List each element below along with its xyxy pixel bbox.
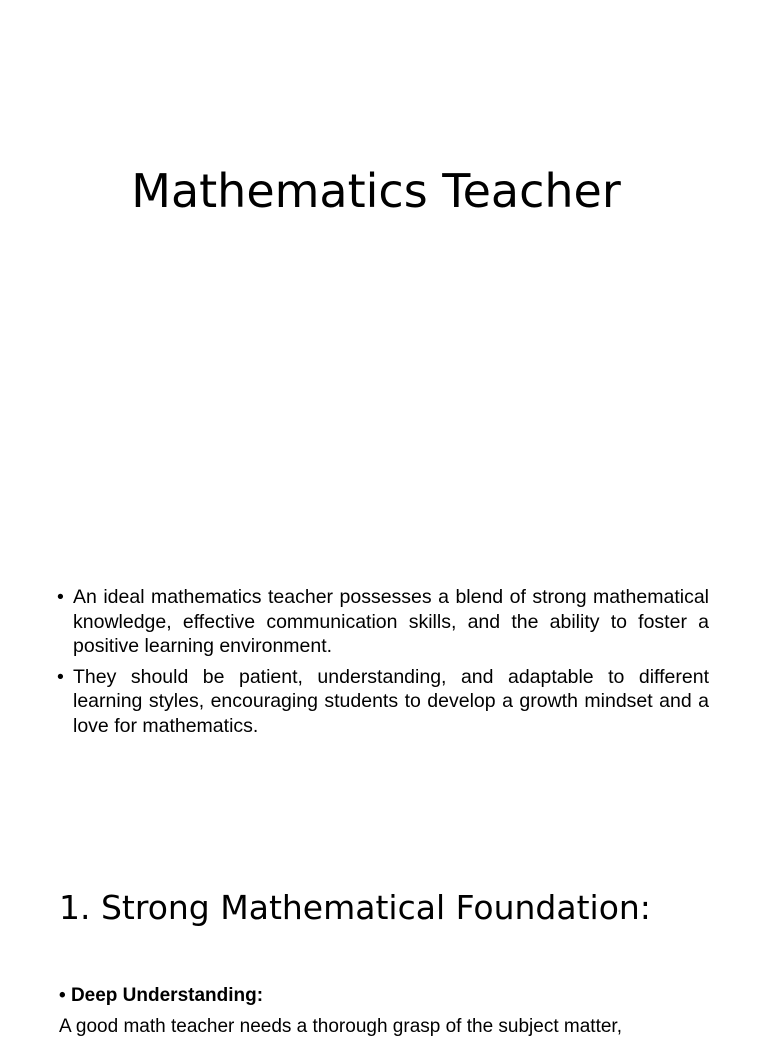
sub-bullet-deep-understanding — [59, 983, 263, 1008]
sub-bullet-label: Deep Understanding: — [70, 985, 264, 1006]
list-item — [57, 585, 709, 659]
bullet-marker: • — [59, 985, 66, 1006]
bullet-text: They should be patient, understanding, and adaptable to different learning styles, encouraging students to develop a growth mindset and a love for mathematics. — [73, 665, 709, 737]
bullet-marker: • — [57, 665, 64, 688]
bullet-text: An ideal mathematics teacher possesses a blend of strong mathematical knowledge, effective communication skills, and the ability to foster a positive learning environment. — [73, 586, 709, 657]
body-text: A good math teacher needs a thorough grasp of the subject matter, — [59, 1016, 622, 1037]
list-item — [57, 665, 709, 739]
section-heading: 1. Strong Mathematical Foundation: — [59, 888, 651, 927]
page-title: Mathematics Teacher — [131, 164, 621, 218]
bullet-marker: • — [57, 586, 64, 608]
intro-bullet-list — [57, 585, 709, 744]
